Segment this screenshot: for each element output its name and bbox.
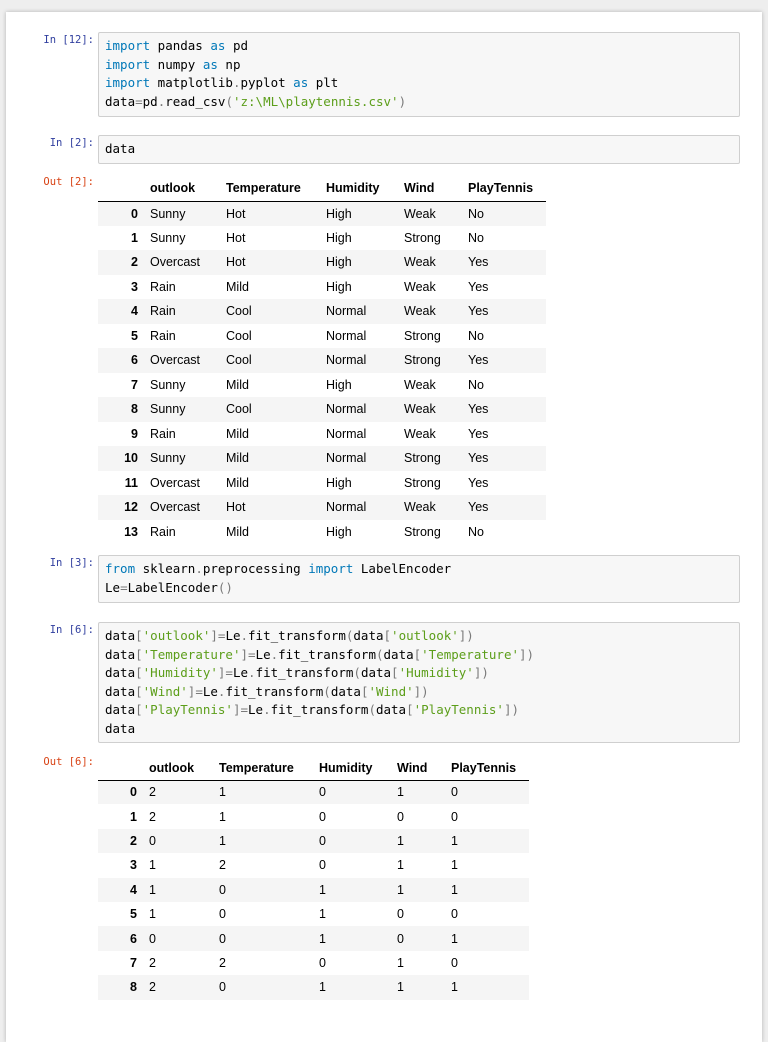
code-keyword: import <box>308 561 354 576</box>
table-cell: Rain <box>150 426 176 441</box>
table-cell: Rain <box>150 304 176 319</box>
table-row <box>98 975 529 999</box>
table-row <box>98 446 546 471</box>
table-cell: 1 <box>219 833 226 848</box>
code-line <box>105 720 739 739</box>
table-cell: Hot <box>226 230 246 245</box>
dataframe-table <box>98 756 529 1000</box>
code-line <box>105 140 739 159</box>
code-text: data <box>105 683 136 699</box>
code-operator: ]) <box>519 646 535 662</box>
code-text: plt <box>308 75 339 91</box>
table-cell: Hot <box>226 255 246 270</box>
table-row <box>98 397 546 422</box>
row-index: 1 <box>131 230 138 245</box>
code-keyword: as <box>293 75 309 91</box>
code-operator: ]= <box>187 683 203 699</box>
table-cell: 1 <box>451 931 458 946</box>
table-cell: Strong <box>404 475 441 490</box>
code-operator: . <box>248 665 256 681</box>
code-operator: ( <box>345 628 354 643</box>
table-cell: Cool <box>226 353 252 368</box>
table-cell: Mild <box>226 279 249 294</box>
table-cell: Sunny <box>150 402 186 417</box>
code-operator: ( <box>323 683 331 699</box>
table-cell: 1 <box>319 907 326 922</box>
table-cell: 0 <box>319 809 326 824</box>
table-row <box>98 951 529 975</box>
code-operator: . <box>157 93 166 109</box>
code-string: 'Humidity' <box>398 665 474 681</box>
code-string: 'PlayTennis' <box>413 702 504 718</box>
code-text: pandas <box>150 38 211 53</box>
code-operator: ( <box>225 93 233 109</box>
table-cell: Hot <box>226 500 246 515</box>
table-cell: 0 <box>451 907 458 922</box>
code-text: LabelEncoder <box>353 561 452 576</box>
code-keyword: as <box>210 38 226 53</box>
table-cell: 0 <box>397 931 404 946</box>
table-cell: Weak <box>404 279 436 294</box>
table-row <box>98 299 546 324</box>
table-row <box>98 471 546 496</box>
column-header: Wind <box>391 756 445 780</box>
table-cell: High <box>326 524 352 539</box>
table-cell: Yes <box>468 353 489 368</box>
code-line <box>105 37 739 56</box>
code-text: data <box>105 646 136 662</box>
table-cell: Yes <box>468 279 489 294</box>
table-cell: Rain <box>150 279 176 294</box>
code-operator: . <box>270 646 279 662</box>
code-operator: [ <box>360 683 369 699</box>
table-cell: 1 <box>149 882 156 897</box>
table-cell: Strong <box>404 230 441 245</box>
table-cell: Mild <box>226 426 249 441</box>
code-line <box>105 579 739 598</box>
code-line <box>105 56 739 75</box>
row-index: 1 <box>130 809 137 824</box>
table-row <box>98 226 546 251</box>
row-index: 11 <box>124 475 138 490</box>
row-index: 6 <box>130 931 137 946</box>
table-row <box>98 902 529 926</box>
code-operator: [ <box>135 683 143 699</box>
code-string: 'Wind' <box>142 683 188 699</box>
table-cell: Cool <box>226 402 252 417</box>
code-text: data <box>375 702 407 718</box>
table-cell: Normal <box>326 353 367 368</box>
code-operator: ( <box>353 665 361 681</box>
row-index: 2 <box>131 255 138 270</box>
table-cell: 0 <box>319 858 326 873</box>
table-row <box>98 780 529 804</box>
table-cell: Yes <box>468 475 489 490</box>
code-text: data <box>383 646 414 662</box>
row-index: 6 <box>131 353 138 368</box>
code-operator: ) <box>398 93 407 109</box>
table-row <box>98 201 546 226</box>
table-cell: 2 <box>149 785 156 800</box>
code-text: Le <box>248 702 264 718</box>
table-cell: Mild <box>226 451 249 466</box>
code-text: fit_transform <box>225 683 324 699</box>
table-cell: Weak <box>404 255 436 270</box>
code-operator: ( <box>368 702 376 718</box>
code-text: sklearn <box>135 561 196 576</box>
table-cell: High <box>326 475 352 490</box>
table-cell: Overcast <box>150 353 201 368</box>
table-cell: 2 <box>219 955 226 970</box>
table-cell: No <box>468 328 484 343</box>
table-cell: 0 <box>219 980 226 995</box>
table-cell: 0 <box>397 809 404 824</box>
code-text: pd <box>142 93 158 109</box>
code-text: Le <box>105 579 121 595</box>
column-header: outlook <box>143 756 213 780</box>
code-string: 'outlook' <box>142 628 211 643</box>
code-line <box>105 683 739 702</box>
code-operator: ]= <box>232 702 249 718</box>
table-cell: 0 <box>451 785 458 800</box>
table-cell: 2 <box>149 980 156 995</box>
column-header: outlook <box>144 176 220 201</box>
code-operator: ]) <box>473 665 489 681</box>
code-line <box>105 701 739 720</box>
table-cell: No <box>468 206 484 221</box>
code-text: data <box>105 665 136 681</box>
table-cell: Mild <box>226 475 249 490</box>
code-text: data <box>105 141 136 156</box>
table-cell: Sunny <box>150 451 186 466</box>
table-cell: Strong <box>404 353 441 368</box>
code-operator: [ <box>135 665 143 681</box>
table-row <box>98 275 546 300</box>
table-row <box>98 853 529 877</box>
row-index: 7 <box>131 377 138 392</box>
table-cell: 1 <box>451 833 458 848</box>
code-string: 'Wind' <box>368 683 414 699</box>
table-cell: Weak <box>404 377 436 392</box>
code-line <box>105 74 739 93</box>
table-cell: No <box>468 524 484 539</box>
table-cell: Strong <box>404 328 441 343</box>
table-cell: Yes <box>468 500 489 515</box>
row-index: 13 <box>124 524 138 539</box>
table-cell: 1 <box>397 955 404 970</box>
code-operator: . <box>217 683 226 699</box>
table-cell: No <box>468 230 484 245</box>
code-text: data <box>105 93 136 109</box>
table-row <box>98 926 529 950</box>
code-text: data <box>353 628 384 643</box>
row-index: 9 <box>131 426 138 441</box>
table-cell: 0 <box>451 809 458 824</box>
code-operator: . <box>195 561 203 576</box>
table-cell: 1 <box>397 882 404 897</box>
code-text: preprocessing <box>202 561 309 576</box>
code-text: data <box>105 702 136 718</box>
table-cell: Sunny <box>150 230 186 245</box>
code-text: data <box>105 628 136 643</box>
column-header: Temperature <box>213 756 313 780</box>
code-line <box>105 93 739 112</box>
table-row <box>98 804 529 828</box>
table-cell: Weak <box>404 500 436 515</box>
column-header: Humidity <box>313 756 391 780</box>
table-cell: Overcast <box>150 255 201 270</box>
code-text: fit_transform <box>278 646 376 662</box>
table-cell: 1 <box>397 833 404 848</box>
column-header: PlayTennis <box>445 756 529 780</box>
code-operator: [ <box>391 665 399 681</box>
row-index: 7 <box>130 955 137 970</box>
table-row <box>98 520 546 545</box>
table-cell: 1 <box>397 785 404 800</box>
code-string: 'PlayTennis' <box>142 702 233 718</box>
code-operator: [ <box>135 646 143 662</box>
table-cell: 1 <box>219 809 226 824</box>
code-text: pyplot <box>240 75 294 91</box>
table-row <box>98 829 529 853</box>
output-prompt: Out [2]: <box>43 176 94 188</box>
code-operator: [ <box>413 646 422 662</box>
table-cell: High <box>326 279 352 294</box>
table-cell: Normal <box>326 500 367 515</box>
output-prompt: Out [6]: <box>43 756 94 768</box>
table-cell: Yes <box>468 255 489 270</box>
code-text: Le <box>202 683 218 699</box>
code-operator: = <box>120 579 128 595</box>
row-index: 5 <box>131 328 138 343</box>
input-prompt: In [2]: <box>49 137 94 149</box>
table-cell: Weak <box>404 402 436 417</box>
row-index: 4 <box>130 882 137 897</box>
table-cell: No <box>468 377 484 392</box>
table-cell: Overcast <box>150 475 201 490</box>
table-row <box>98 250 546 275</box>
table-cell: Sunny <box>150 377 186 392</box>
code-text: np <box>217 56 241 72</box>
code-text: read_csv <box>165 93 226 109</box>
code-operator: () <box>217 579 233 595</box>
code-string: 'Temperature' <box>421 646 519 662</box>
table-row <box>98 373 546 398</box>
index-header <box>98 756 143 780</box>
table-row <box>98 348 546 373</box>
column-header: Temperature <box>220 176 320 201</box>
code-text: data <box>105 720 136 736</box>
code-operator: . <box>263 702 271 718</box>
table-cell: High <box>326 230 352 245</box>
code-operator: ]= <box>217 665 233 681</box>
table-cell: 0 <box>319 833 326 848</box>
row-index: 4 <box>131 304 138 319</box>
table-cell: Yes <box>468 304 489 319</box>
table-cell: Normal <box>326 402 367 417</box>
table-cell: 0 <box>451 955 458 970</box>
table-cell: High <box>326 377 352 392</box>
table-cell: Cool <box>226 304 252 319</box>
table-cell: 0 <box>319 785 326 800</box>
table-cell: 2 <box>149 809 156 824</box>
table-cell: Weak <box>404 426 436 441</box>
table-row <box>98 324 546 349</box>
code-editor[interactable] <box>98 32 740 117</box>
table-cell: 1 <box>397 980 404 995</box>
table-row <box>98 878 529 902</box>
code-operator: . <box>240 628 249 643</box>
code-operator: [ <box>406 702 414 718</box>
code-operator: ]= <box>240 646 256 662</box>
code-text: LabelEncoder <box>127 579 218 595</box>
code-keyword: from <box>105 561 136 576</box>
table-cell: Normal <box>326 304 367 319</box>
row-index: 8 <box>130 980 137 995</box>
table-cell: Strong <box>404 451 441 466</box>
table-cell: 1 <box>319 931 326 946</box>
table-cell: Yes <box>468 451 489 466</box>
table-cell: 1 <box>319 980 326 995</box>
code-text: numpy <box>150 56 203 72</box>
table-cell: Normal <box>326 451 367 466</box>
table-cell: 1 <box>451 858 458 873</box>
code-operator: [ <box>135 702 143 718</box>
table-cell: Weak <box>404 304 436 319</box>
code-operator: ]= <box>210 628 226 643</box>
notebook <box>6 12 762 1042</box>
table-cell: Cool <box>226 328 252 343</box>
code-operator: ]) <box>413 683 429 699</box>
table-cell: Hot <box>226 206 246 221</box>
code-text: pd <box>225 38 249 53</box>
code-operator: ]) <box>503 702 519 718</box>
column-header: PlayTennis <box>462 176 546 201</box>
table-cell: 0 <box>149 833 156 848</box>
table-cell: Rain <box>150 524 176 539</box>
code-editor[interactable] <box>98 555 740 603</box>
table-cell: Sunny <box>150 206 186 221</box>
row-index: 0 <box>131 206 138 221</box>
table-cell: 2 <box>219 858 226 873</box>
row-index: 5 <box>130 907 137 922</box>
code-string: 'Humidity' <box>142 665 218 681</box>
dataframe-table <box>98 176 546 544</box>
table-cell: 0 <box>149 931 156 946</box>
table-cell: 0 <box>397 907 404 922</box>
table-cell: 1 <box>149 907 156 922</box>
table-cell: Strong <box>404 524 441 539</box>
code-editor[interactable] <box>98 622 740 743</box>
table-cell: 1 <box>397 858 404 873</box>
code-text: data <box>360 665 392 681</box>
code-operator: = <box>135 93 143 109</box>
code-text: Le <box>255 646 271 662</box>
table-cell: Rain <box>150 328 176 343</box>
row-index: 2 <box>130 833 137 848</box>
code-line <box>105 646 739 665</box>
code-string: 'z:\ML\playtennis.csv' <box>232 93 399 109</box>
row-index: 3 <box>130 858 137 873</box>
table-cell: 1 <box>451 980 458 995</box>
code-text: Le <box>225 628 241 643</box>
code-text: matplotlib <box>150 75 233 91</box>
table-cell: Weak <box>404 206 436 221</box>
code-operator: . <box>232 75 241 91</box>
table-cell: 1 <box>149 858 156 873</box>
row-index: 0 <box>130 785 137 800</box>
code-line <box>105 664 739 683</box>
table-cell: 1 <box>319 882 326 897</box>
table-cell: Mild <box>226 524 249 539</box>
code-editor[interactable] <box>98 135 740 164</box>
table-cell: 0 <box>319 955 326 970</box>
table-cell: 1 <box>219 785 226 800</box>
table-cell: High <box>326 255 352 270</box>
table-row <box>98 495 546 520</box>
column-header: Humidity <box>320 176 398 201</box>
code-operator: ]) <box>458 628 474 643</box>
table-cell: 1 <box>451 882 458 897</box>
table-cell: Normal <box>326 328 367 343</box>
code-operator: ( <box>375 646 384 662</box>
code-keyword: import <box>105 75 151 91</box>
code-line <box>105 560 739 579</box>
code-keyword: import <box>105 56 151 72</box>
code-operator: [ <box>383 628 392 643</box>
table-cell: 0 <box>219 907 226 922</box>
input-prompt: In [12]: <box>43 34 94 46</box>
code-string: 'outlook' <box>391 628 459 643</box>
code-text: data <box>330 683 361 699</box>
code-keyword: as <box>202 56 218 72</box>
table-cell: 0 <box>219 882 226 897</box>
code-line <box>105 627 739 646</box>
row-index: 8 <box>131 402 138 417</box>
code-text: fit_transform <box>255 665 354 681</box>
input-prompt: In [3]: <box>49 557 94 569</box>
code-text: fit_transform <box>270 702 369 718</box>
input-prompt: In [6]: <box>49 624 94 636</box>
table-cell: High <box>326 206 352 221</box>
row-index: 12 <box>124 500 138 515</box>
code-keyword: import <box>105 38 151 53</box>
table-cell: 0 <box>219 931 226 946</box>
row-index: 3 <box>131 279 138 294</box>
table-cell: Normal <box>326 426 367 441</box>
code-operator: [ <box>135 628 143 643</box>
index-header <box>98 176 144 201</box>
column-header: Wind <box>398 176 462 201</box>
table-cell: 2 <box>149 955 156 970</box>
table-cell: Mild <box>226 377 249 392</box>
row-index: 10 <box>124 451 138 466</box>
table-row <box>98 422 546 447</box>
code-string: 'Temperature' <box>142 646 241 662</box>
table-cell: Yes <box>468 426 489 441</box>
table-cell: Yes <box>468 402 489 417</box>
code-text: fit_transform <box>248 628 346 643</box>
code-text: Le <box>232 665 249 681</box>
table-cell: Overcast <box>150 500 201 515</box>
